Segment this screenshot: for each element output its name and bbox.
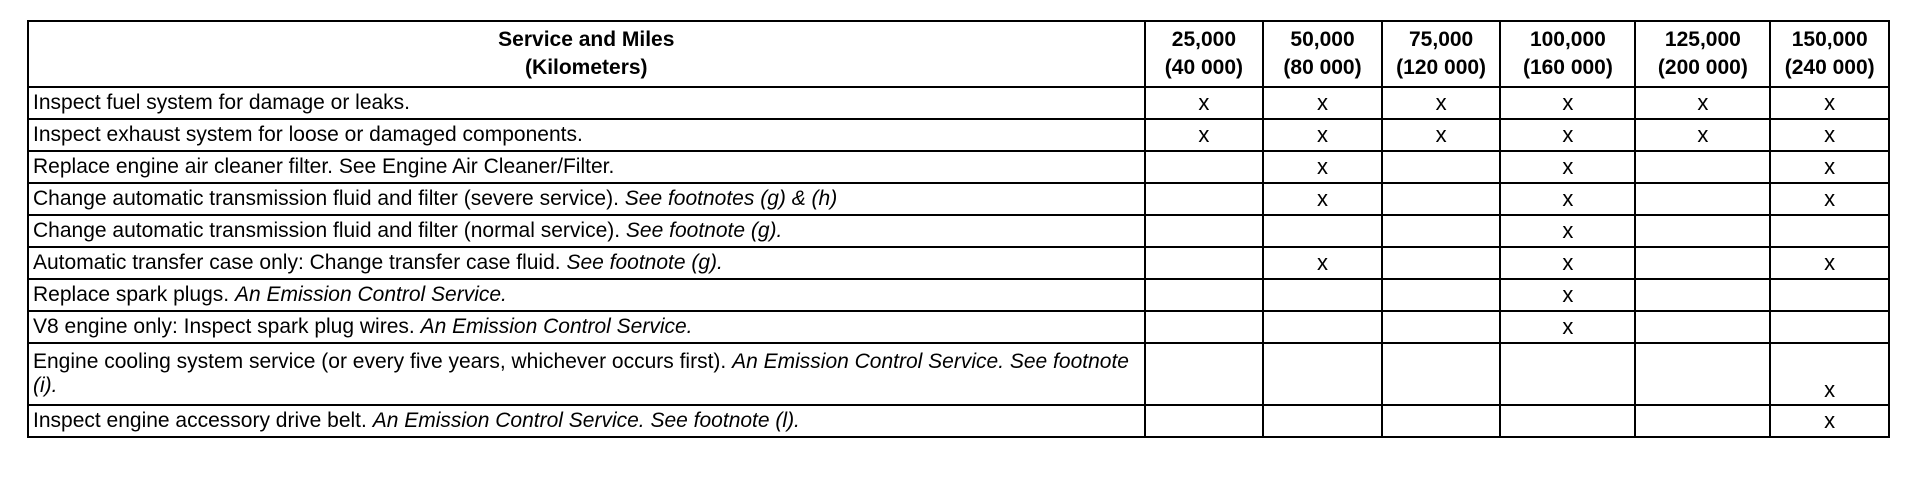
interval-empty-cell	[1145, 343, 1264, 405]
interval-km: (40 000)	[1164, 56, 1243, 79]
service-text: Replace spark plugs.	[33, 283, 230, 306]
interval-header-150000	[1770, 21, 1889, 87]
interval-mark: x	[1770, 405, 1889, 437]
service-description	[28, 311, 1145, 343]
interval-mark: x	[1382, 87, 1501, 119]
interval-empty-cell	[1635, 279, 1770, 311]
service-description	[28, 405, 1145, 437]
maintenance-schedule	[27, 20, 1890, 438]
interval-empty-cell	[1382, 247, 1501, 279]
interval-header-25000	[1145, 21, 1264, 87]
interval-empty-cell	[1145, 183, 1264, 215]
interval-empty-cell	[1263, 311, 1382, 343]
service-description	[28, 279, 1145, 311]
interval-mark: x	[1263, 183, 1382, 215]
service-row	[28, 215, 1889, 247]
interval-empty-cell	[1145, 279, 1264, 311]
service-description	[28, 183, 1145, 215]
interval-mark: x	[1263, 151, 1382, 183]
header-row	[28, 21, 1889, 87]
interval-miles: 125,000	[1664, 28, 1741, 51]
service-note: See footnote (g).	[625, 219, 783, 242]
maintenance-schedule-table	[27, 20, 1890, 438]
interval-empty-cell	[1500, 343, 1635, 405]
service-note: An Emission Control Service.	[234, 283, 507, 306]
service-text: V8 engine only: Inspect spark plug wires.	[33, 315, 415, 338]
interval-km: (240 000)	[1784, 56, 1875, 79]
interval-empty-cell	[1263, 215, 1382, 247]
interval-miles: 150,000	[1791, 28, 1868, 51]
interval-mark: x	[1635, 87, 1770, 119]
interval-empty-cell	[1635, 311, 1770, 343]
service-row	[28, 119, 1889, 151]
interval-mark: x	[1500, 215, 1635, 247]
interval-empty-cell	[1263, 343, 1382, 405]
service-row	[28, 247, 1889, 279]
service-note: An Emission Control Service.	[420, 315, 693, 338]
interval-empty-cell	[1382, 343, 1501, 405]
interval-km: (160 000)	[1522, 56, 1613, 79]
interval-empty-cell	[1263, 405, 1382, 437]
service-description	[28, 151, 1145, 183]
interval-empty-cell	[1635, 405, 1770, 437]
service-description	[28, 343, 1145, 405]
interval-header-75000	[1382, 21, 1501, 87]
service-header-subtitle: (Kilometers)	[525, 56, 648, 79]
interval-empty-cell	[1382, 151, 1501, 183]
interval-miles: 50,000	[1290, 28, 1355, 51]
interval-mark: x	[1635, 119, 1770, 151]
service-note: An Emission Control Service. See footnote (i).	[33, 350, 1129, 397]
interval-mark: x	[1500, 279, 1635, 311]
interval-mark: x	[1145, 119, 1264, 151]
interval-mark: x	[1263, 119, 1382, 151]
service-description	[28, 247, 1145, 279]
service-description	[28, 87, 1145, 119]
service-row	[28, 279, 1889, 311]
interval-empty-cell	[1635, 151, 1770, 183]
interval-mark: x	[1145, 87, 1264, 119]
service-row	[28, 87, 1889, 119]
interval-empty-cell	[1382, 405, 1501, 437]
interval-empty-cell	[1635, 247, 1770, 279]
interval-empty-cell	[1635, 215, 1770, 247]
service-text: Replace engine air cleaner filter. See Engine Air Cleaner/Filter.	[33, 155, 615, 178]
interval-empty-cell	[1770, 311, 1889, 343]
interval-empty-cell	[1770, 215, 1889, 247]
interval-empty-cell	[1382, 183, 1501, 215]
interval-header-100000	[1500, 21, 1635, 87]
service-note: An Emission Control Service. See footnote (l).	[372, 409, 800, 432]
interval-miles: 75,000	[1409, 28, 1474, 51]
interval-empty-cell	[1382, 215, 1501, 247]
interval-empty-cell	[1145, 151, 1264, 183]
interval-mark: x	[1770, 183, 1889, 215]
interval-mark: x	[1770, 119, 1889, 151]
schedule-body	[28, 87, 1889, 437]
service-row	[28, 183, 1889, 215]
interval-empty-cell	[1263, 279, 1382, 311]
interval-mark: x	[1500, 183, 1635, 215]
interval-mark: x	[1770, 87, 1889, 119]
interval-km: (200 000)	[1657, 56, 1748, 79]
interval-miles: 100,000	[1529, 28, 1606, 51]
service-header-title: Service and Miles	[498, 28, 675, 51]
interval-empty-cell	[1635, 343, 1770, 405]
interval-empty-cell	[1635, 183, 1770, 215]
service-text: Change automatic transmission fluid and filter (normal service).	[33, 219, 621, 242]
interval-header-125000	[1635, 21, 1770, 87]
interval-mark: x	[1770, 151, 1889, 183]
interval-empty-cell	[1382, 279, 1501, 311]
interval-empty-cell	[1145, 215, 1264, 247]
interval-mark: x	[1263, 247, 1382, 279]
service-row	[28, 405, 1889, 437]
interval-km: (80 000)	[1283, 56, 1362, 79]
service-row	[28, 343, 1889, 405]
interval-empty-cell	[1145, 311, 1264, 343]
service-description	[28, 215, 1145, 247]
service-text: Automatic transfer case only: Change transfer case fluid.	[33, 251, 561, 274]
service-text: Inspect fuel system for damage or leaks.	[33, 91, 411, 114]
interval-km: (120 000)	[1396, 56, 1487, 79]
interval-mark: x	[1500, 151, 1635, 183]
service-text: Inspect exhaust system for loose or damaged components.	[33, 123, 583, 146]
interval-mark: x	[1500, 87, 1635, 119]
service-row	[28, 151, 1889, 183]
service-text: Engine cooling system service (or every five years, whichever occurs first).	[33, 350, 727, 373]
interval-mark: x	[1500, 119, 1635, 151]
interval-mark: x	[1263, 87, 1382, 119]
interval-empty-cell	[1770, 279, 1889, 311]
interval-empty-cell	[1145, 405, 1264, 437]
interval-mark: x	[1500, 247, 1635, 279]
service-note: See footnote (g).	[566, 251, 723, 274]
interval-mark: x	[1382, 119, 1501, 151]
service-description	[28, 119, 1145, 151]
interval-empty-cell	[1382, 311, 1501, 343]
service-text: Change automatic transmission fluid and filter (severe service).	[33, 187, 619, 210]
service-row	[28, 311, 1889, 343]
service-note: See footnotes (g) & (h)	[624, 187, 838, 210]
service-column-header	[28, 21, 1145, 87]
service-text: Inspect engine accessory drive belt.	[33, 409, 367, 432]
interval-empty-cell	[1145, 247, 1264, 279]
interval-empty-cell	[1500, 405, 1635, 437]
interval-miles: 25,000	[1171, 28, 1237, 51]
interval-header-50000	[1263, 21, 1382, 87]
interval-mark: x	[1770, 343, 1889, 405]
interval-mark: x	[1770, 247, 1889, 279]
interval-mark: x	[1500, 311, 1635, 343]
